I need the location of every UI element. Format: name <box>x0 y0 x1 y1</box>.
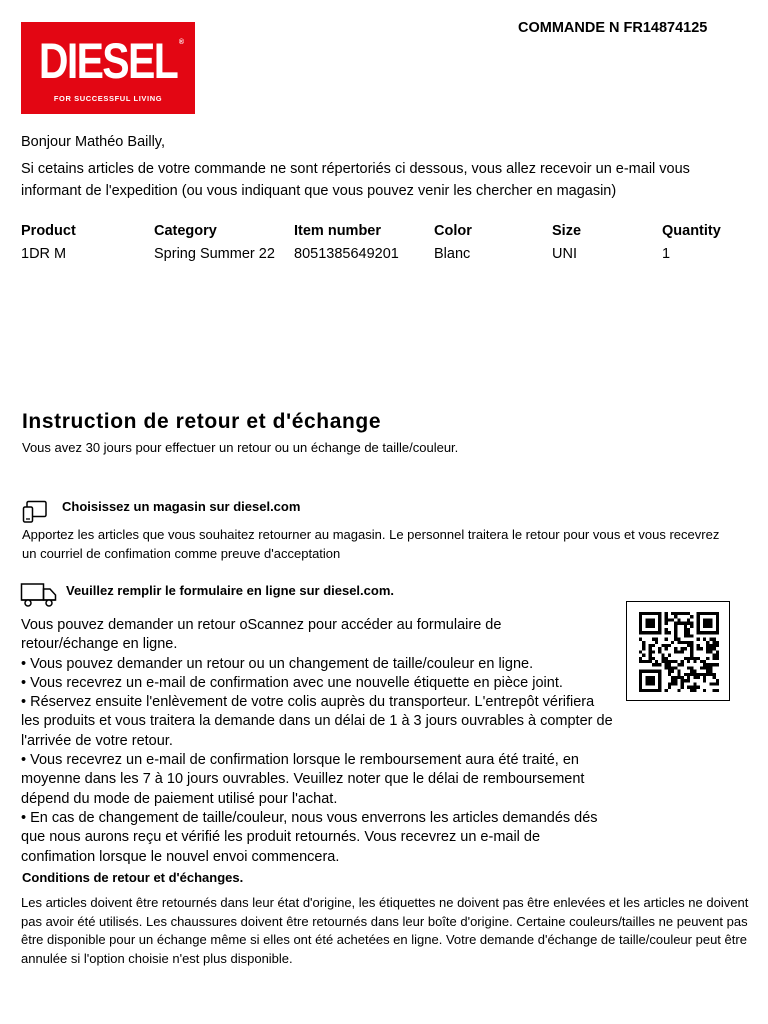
header-size: Size <box>552 223 582 239</box>
online-line: Vous pouvez demander un retour oScannez pour accéder au formulaire de <box>21 617 502 633</box>
qr-code[interactable] <box>626 601 730 701</box>
cell-color: Blanc <box>434 246 471 262</box>
header-product: Product <box>21 223 76 239</box>
conditions-title: Conditions de retour et d'échanges. <box>22 870 244 885</box>
logo-wordmark: DIESEL <box>38 33 178 89</box>
header-category: Category <box>154 223 217 239</box>
online-line: • En cas de changement de taille/couleur, nous vous enverrons les articles demandés dés <box>21 809 598 826</box>
online-line: moyenne dans les 7 à 10 jours ouvrables. Veuillez noter que le délai de remboursement <box>21 771 585 788</box>
returns-title: Instruction de retour et d'échange <box>22 410 382 433</box>
returns-subtitle: Vous avez 30 jours pour effectuer un retour ou un échange de taille/couleur. <box>22 440 459 455</box>
online-line: que nous aurons reçu et vérifié les produit retournés. Vous recevrez un e-mail de <box>21 829 541 846</box>
logo-registered-mark: ® <box>178 39 184 46</box>
logo-tagline: FOR SUCCESSFUL LIVING <box>53 94 163 103</box>
intro-paragraph: Si cetains articles de votre commande ne sont répertoriés ci dessous, vous allez recevoir un e-mail vous informant de l'expedition (ou vous indiquant que vous pouvez venir les chercher en magasin) <box>21 161 690 199</box>
diesel-logo <box>21 22 195 114</box>
online-line: • Vous pouvez demander un retour ou un changement de taille/couleur en ligne. <box>21 655 534 672</box>
cell-size: UNI <box>552 246 577 262</box>
online-line: confimation lorsque le nouvel envoi commencera. <box>21 848 340 865</box>
greeting: Bonjour Mathéo Bailly, <box>21 134 166 150</box>
header-quantity: Quantity <box>662 223 721 239</box>
online-line: retour/échange en ligne. <box>21 636 178 653</box>
online-line: dépend du mode de paiement utilisé pour l'achat. <box>21 790 338 807</box>
cell-category: Spring Summer 22 <box>154 246 275 262</box>
online-step-text <box>21 616 631 867</box>
conditions-text: Les articles doivent être retournés dans leur état d'origine, les étiquettes ne doivent pas être enlevées et les articles ne doivent pas avoir été utilisés. Les chaussures doivent être retournés dans leur boîte d'origine. Certaine couleurs/tailles ne peuvent pas être disponible pour un échange même si elles ont été achetées en ligne. Votre demande d'échange de taille/couleur peut être annulée si l'option choisie n'est plus disponible. <box>21 895 749 966</box>
store-step-title: Choisissez un magasin sur diesel.com <box>62 499 301 514</box>
online-line: • Vous recevrez un e-mail de confirmation lorsque le remboursement aura été traité, en <box>21 752 579 769</box>
qr-code-pattern <box>639 612 719 692</box>
online-line: les produits et vous traitera la demande dans un délai de 1 à 3 jours ouvrables à compter de <box>21 713 613 730</box>
order-number: COMMANDE N FR14874125 <box>518 20 708 36</box>
delivery-truck-icon <box>20 582 58 608</box>
cell-quantity: 1 <box>662 246 671 262</box>
store-step-text: Apportez les articles que vous souhaitez retourner au magasin. Le personnel traitera le retour pour vous et vous recevrez un courriel de confimation comme preuve d'acceptation <box>22 527 720 561</box>
store-device-icon <box>22 500 48 524</box>
header-item-number: Item number <box>294 223 382 239</box>
cell-item-number: 8051385649201 <box>294 246 399 262</box>
online-line: • Vous recevrez un e-mail de confirmation avec une nouvelle étiquette en pièce joint. <box>21 674 563 691</box>
cell-product: 1DR M <box>21 246 67 262</box>
online-step-title: Veuillez remplir le formulaire en ligne sur diesel.com. <box>66 583 395 598</box>
online-line: l'arrivée de votre retour. <box>21 732 173 749</box>
header-color: Color <box>434 223 472 239</box>
online-line: • Réservez ensuite l'enlèvement de votre colis auprès du transporteur. L'entrepôt vérifiera <box>21 694 595 711</box>
